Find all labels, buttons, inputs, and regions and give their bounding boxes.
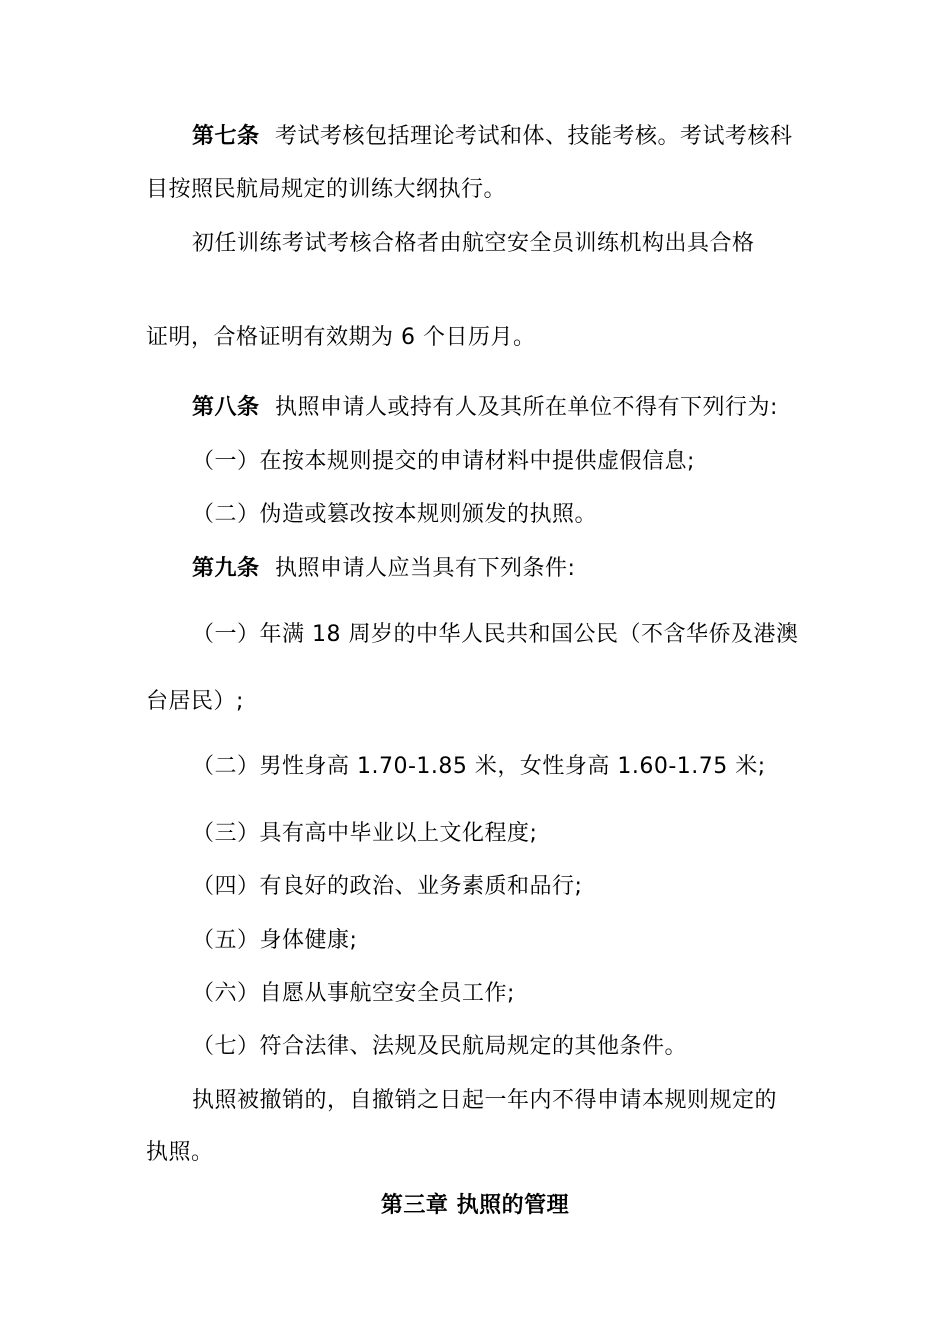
article8-item1: （一）在按本规则提交的申请材料中提供虚假信息; [192, 449, 695, 474]
article7-label: 第七条 [192, 124, 260, 149]
article9-item5: （五）身体健康; [192, 928, 358, 953]
article7-para2-line2: 证明，合格证明有效期为 6 个日历月。 [146, 325, 536, 350]
article9-item1-line1: （一）年满 18 周岁的中华人民共和国公民（不含华侨及港澳 [192, 622, 799, 647]
article7-para2-line1: 初任训练考试考核合格者由航空安全员训练机构出具合格 [192, 231, 755, 256]
article9-label: 第九条 [192, 556, 260, 581]
article9-item6: （六）自愿从事航空安全员工作; [192, 981, 515, 1006]
article7-line1 [192, 122, 793, 152]
article7-line2: 目按照民航局规定的训练大纲执行。 [146, 177, 507, 202]
article9-item7: （七）符合法律、法规及民航局规定的其他条件。 [192, 1034, 688, 1059]
article9-revoke-line1: 执照被撤销的，自撤销之日起一年内不得申请本规则规定的 [192, 1088, 778, 1113]
article8-item2: （二）伪造或篡改按本规则颁发的执照。 [192, 502, 598, 527]
article9-line1 [192, 554, 575, 584]
article9-item1-line2: 台居民）; [146, 689, 244, 714]
article9-revoke-line2: 执照。 [146, 1140, 214, 1165]
article8-label: 第八条 [192, 395, 260, 420]
article8-text: 执照申请人或持有人及其所在单位不得有下列行为: [275, 395, 778, 420]
article9-item4: （四）有良好的政治、业务素质和品行; [192, 874, 583, 899]
article9-text: 执照申请人应当具有下列条件: [275, 556, 576, 581]
chapter3-title: 第三章 执照的管理 [380, 1193, 570, 1218]
article9-item3: （三）具有高中毕业以上文化程度; [192, 821, 538, 846]
article8-line1 [192, 393, 778, 423]
article7-text-1: 考试考核包括理论考试和体、技能考核。考试考核科 [275, 124, 793, 149]
article9-item2: （二）男性身高 1.70-1.85 米，女性身高 1.60-1.75 米; [192, 754, 766, 779]
